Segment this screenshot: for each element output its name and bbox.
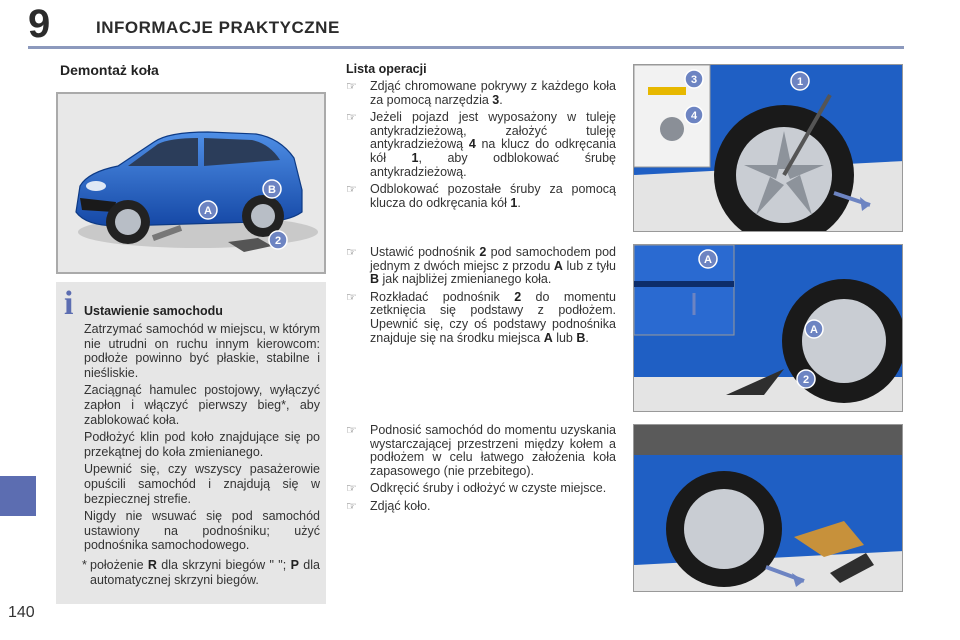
operation-item: ☞ Zdjąć chromowane pokrywy z każdego koła za pomocą narzędzia 3. bbox=[346, 79, 616, 107]
operations-title: Lista operacji bbox=[346, 62, 427, 76]
chapter-number: 9 bbox=[28, 2, 51, 46]
operations-group-2 bbox=[346, 246, 616, 349]
info-text bbox=[84, 322, 320, 556]
photo-loosen-bolts bbox=[633, 64, 903, 232]
hand-pointer-icon: ☞ bbox=[346, 498, 357, 513]
page-number: 140 bbox=[8, 604, 35, 621]
callout-b: B bbox=[268, 184, 276, 196]
hand-pointer-icon: ☞ bbox=[346, 110, 357, 125]
footnote bbox=[82, 558, 320, 587]
photo-callout-a-top: A bbox=[704, 254, 712, 266]
callout-2: 2 bbox=[274, 235, 282, 247]
hand-pointer-icon: ☞ bbox=[346, 79, 357, 93]
hand-pointer-icon: ☞ bbox=[346, 289, 357, 304]
photo-jack-placement bbox=[633, 244, 903, 412]
operation-item: ☞ Zdjąć koło. bbox=[346, 498, 431, 513]
operation-item: ☞ Odkręcić śruby i odłożyć w czyste miejsce. bbox=[346, 481, 607, 496]
header-rule bbox=[28, 46, 904, 49]
info-paragraph: Zaciągnąć hamulec postojowy, wyłączyć zapłon i włączyć pierwszy bieg*, aby zablokować koła. bbox=[84, 383, 320, 427]
operations-group-3 bbox=[346, 424, 616, 518]
photo-remove-wheel bbox=[633, 424, 903, 592]
photo-callout-a: A bbox=[810, 324, 818, 336]
info-paragraph: Podłożyć klin pod koło znajdujące się po przekątnej do koła zmienianego. bbox=[84, 430, 320, 459]
footnote-r: R bbox=[147, 558, 157, 572]
chapter-title: INFORMACJE PRAKTYCZNE bbox=[96, 18, 340, 37]
operation-item: ☞ Rozkładać podnośnik 2 do momentu zetknięcia się podstawy z podłożem. Upewnić się, czy oś podstawy podnośnika znajduje się na środku miejsca A lub B. bbox=[346, 289, 616, 345]
footnote-text: dla automatycznej skrzyni biegów. bbox=[90, 558, 320, 587]
car-illustration bbox=[56, 92, 326, 274]
photo-callout-3: 3 bbox=[690, 74, 698, 86]
chapter-side-tab bbox=[0, 476, 36, 516]
operations-group-1 bbox=[346, 80, 616, 214]
info-paragraph: Zatrzymać samochód w miejscu, w którym nie utrudni on ruchu innym kierowcom: podłoże powinno być płaskie, stabilne i nieśliskie. bbox=[84, 322, 320, 380]
photo-callout-1: 1 bbox=[796, 76, 804, 88]
info-icon: i bbox=[64, 285, 74, 322]
hand-pointer-icon: ☞ bbox=[346, 481, 357, 496]
operation-item: ☞ Podnosić samochód do momentu uzyskania wystarczającej przestrzeni między kołem a podłożem w celu łatwego założenia koła zapasowego (nie przebitego). bbox=[346, 423, 616, 478]
hand-pointer-icon: ☞ bbox=[346, 182, 357, 197]
info-heading: Ustawienie samochodu bbox=[84, 304, 223, 318]
callout-a: A bbox=[204, 205, 212, 217]
footnote-star: * bbox=[82, 558, 87, 572]
operation-item: ☞ Odblokować pozostałe śruby za pomocą klucza do odkręcania kół 1. bbox=[346, 182, 616, 210]
photo-callout-2: 2 bbox=[802, 374, 810, 386]
footnote-p: P bbox=[290, 558, 299, 572]
operation-item: ☞ Ustawić podnośnik 2 pod samochodem pod jednym z dwóch miejsc z przodu A lub z tyłu B jak najbliżej zmienianego koła. bbox=[346, 245, 616, 287]
hand-pointer-icon: ☞ bbox=[346, 245, 357, 259]
photo-callout-4: 4 bbox=[690, 110, 698, 122]
info-paragraph: Upewnić się, czy wszyscy pasażerowie opuścili samochód i znajdują się w bezpiecznej strefie. bbox=[84, 462, 320, 506]
footnote-text: dla skrzyni biegów " "; bbox=[161, 558, 287, 572]
hand-pointer-icon: ☞ bbox=[346, 423, 357, 437]
operation-item: ☞ Jeżeli pojazd jest wyposażony w tuleję antykradzieżową, założyć tuleję antykradzieżową 4 na klucz do odkręcania kół 1, aby odblokować śrubę antykradzieżową. bbox=[346, 110, 616, 179]
section-title: Demontaż koła bbox=[60, 62, 159, 78]
footnote-text: położenie bbox=[90, 558, 144, 572]
info-box bbox=[56, 282, 326, 604]
info-paragraph: Nigdy nie wsuwać się pod samochód ustawiony na podnośniku; użyć podnośnika samochodowego. bbox=[84, 509, 320, 553]
